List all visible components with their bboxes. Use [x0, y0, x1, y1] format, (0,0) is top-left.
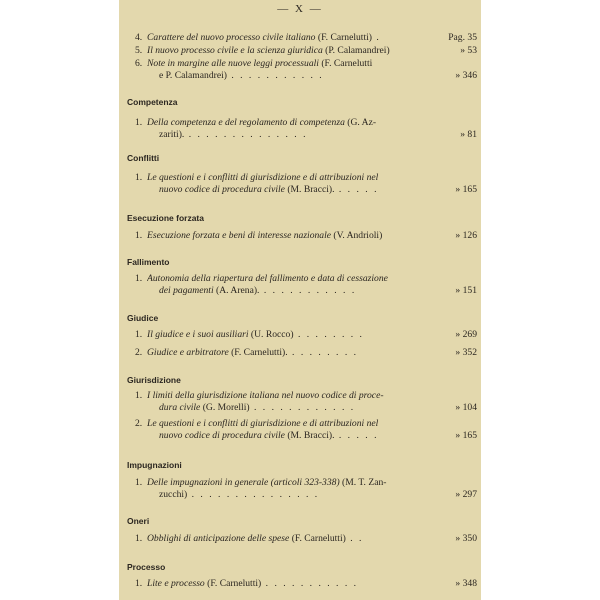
page-number [427, 533, 477, 545]
entry-title: Note in margine alle nuove leggi processuali [147, 58, 319, 69]
entry-number: 1. [135, 117, 143, 128]
dot-leader: . . . . . . . . [293, 329, 364, 340]
page-value: 165 [462, 184, 477, 195]
page-prefix: » [455, 347, 461, 358]
page-value: 126 [462, 230, 477, 241]
page-prefix: » [455, 430, 461, 441]
entry-author: (P. Calamandrei) [322, 45, 390, 56]
entry-author: (A. Arena). [213, 285, 260, 296]
page-number [427, 129, 477, 141]
entry-author: (F. Carnelutti) [315, 32, 373, 43]
entry-number: 1. [135, 578, 143, 589]
entry-line [147, 285, 427, 297]
entry-line [147, 533, 427, 545]
section-heading: Competenza [127, 97, 178, 107]
entry-title: Autonomia della riapertura del fallimento e data di cessazione [147, 273, 388, 284]
entry-line [147, 390, 427, 402]
page-prefix: » [455, 578, 461, 589]
page-prefix: » [455, 70, 461, 81]
entry-number: 1. [135, 329, 143, 340]
page-value: 35 [467, 32, 477, 43]
page-prefix: Pag. [448, 32, 465, 43]
page-value: 53 [467, 45, 477, 56]
page-number [427, 230, 477, 242]
entry-text [147, 578, 427, 590]
entry-title: Della competenza e del regolamento di competenza [147, 117, 345, 128]
section-heading: Giurisdizione [127, 375, 181, 385]
page-value: 297 [462, 489, 477, 500]
entry-line [147, 347, 427, 359]
entry-number: 6. [135, 58, 143, 69]
page-number [427, 285, 477, 297]
entry-line [147, 172, 427, 184]
entry-title: nuovo codice di procedura civile [159, 430, 285, 441]
entry-text [147, 58, 427, 82]
entry-text [147, 329, 427, 341]
page-value: 350 [462, 533, 477, 544]
page-value: 81 [467, 129, 477, 140]
entry-line [147, 70, 427, 82]
entry-title: nuovo codice di procedura civile [159, 184, 285, 195]
section-heading: Fallimento [127, 257, 170, 267]
entry-title: Il giudice e i suoi ausiliari [147, 329, 249, 340]
entry-author: (G. Az- [344, 117, 377, 128]
dot-leader: . . [345, 533, 364, 544]
entry-title: Il nuovo processo civile e la scienza giuridica [147, 45, 323, 56]
entry-author: (M. T. Zan- [339, 477, 387, 488]
section-heading: Esecuzione forzata [127, 213, 204, 223]
entry-author: (G. Morelli) [200, 402, 250, 413]
entry-line [147, 430, 427, 442]
page-prefix: » [455, 402, 461, 413]
entry-title: Giudice e arbitratore [147, 347, 229, 358]
page-number [427, 489, 477, 501]
entry-title: Carattere del nuovo processo civile italiano [147, 32, 316, 43]
entry-title: I limiti della giurisdizione italiana nel nuovo codice di proce- [147, 390, 384, 401]
entry-author: (F. Carnelutti) [204, 578, 262, 589]
entry-title: Le questioni e i conflitti di giurisdizione e di attribuzioni nel [147, 418, 379, 429]
dot-leader: . . . . . . . . . . . . . . [184, 129, 308, 140]
entry-text [147, 32, 427, 44]
entry-number: 1. [135, 533, 143, 544]
page-number [427, 430, 477, 442]
entry-author: (F. Carnelutti [318, 58, 373, 69]
entry-title: Le questioni e i conflitti di giurisdizione e di attribuzioni nel [147, 172, 379, 183]
entry-line [147, 129, 427, 141]
entry-author: (V. Andrioli) [331, 230, 383, 241]
entry-text [147, 172, 427, 196]
entry-line [147, 477, 427, 489]
page-number [427, 45, 477, 57]
entry-title: dei pagamenti [159, 285, 214, 296]
dot-leader: . . . . . . . . [287, 347, 359, 358]
page-prefix: » [460, 45, 465, 56]
entry-number: 5. [135, 45, 143, 56]
entry-number: 4. [135, 32, 143, 43]
page-value: 104 [462, 402, 477, 413]
entry-number: 2. [135, 347, 143, 358]
section-heading: Impugnazioni [127, 460, 182, 470]
page-value: 352 [462, 347, 477, 358]
page-header: — X — [277, 3, 323, 15]
page-number [427, 402, 477, 414]
page-number [427, 329, 477, 341]
entry-text [147, 230, 427, 242]
entry-line [147, 418, 427, 430]
entry-line [147, 45, 427, 57]
dot-leader: . [372, 32, 381, 43]
entry-author: (M. Bracci). [284, 184, 335, 195]
page-number [427, 70, 477, 82]
entry-line [147, 578, 427, 590]
page-prefix: » [455, 230, 461, 241]
entry-line [147, 329, 427, 341]
section-heading: Processo [127, 562, 166, 572]
page-prefix: » [455, 285, 461, 296]
dot-leader: . . . . . [334, 430, 379, 441]
section-heading: Oneri [127, 516, 150, 526]
entry-line [147, 489, 427, 501]
entry-title: Delle impugnazioni in generale (articoli 323-338) [147, 477, 340, 488]
page-value: 151 [462, 285, 477, 296]
entry-author: zariti). [159, 129, 185, 140]
section-heading: Giudice [127, 313, 159, 323]
entry-line [147, 230, 427, 242]
page-prefix: » [455, 489, 461, 500]
entry-text [147, 477, 427, 501]
section-heading: Conflitti [127, 153, 160, 163]
entry-number: 1. [135, 477, 143, 488]
page-number [427, 184, 477, 196]
page-value: 348 [462, 578, 477, 589]
page-prefix: » [455, 533, 461, 544]
page-value: 346 [462, 70, 477, 81]
dot-leader: . . . . . . . . . . . [261, 578, 359, 589]
entry-number: 1. [135, 172, 143, 183]
dot-leader: . . . . . . . . . . . [226, 70, 324, 81]
page-prefix: » [455, 184, 461, 195]
book-page [119, 0, 481, 600]
dot-leader: . . . . . . . . . . . [259, 285, 357, 296]
entry-text [147, 273, 427, 297]
page-value: 165 [462, 430, 477, 441]
entry-line [147, 402, 427, 414]
entry-line [147, 117, 427, 129]
page-number [427, 32, 477, 44]
dot-leader: . . . . . [334, 184, 379, 195]
entry-title: Lite e processo [147, 578, 205, 589]
entry-text [147, 347, 427, 359]
entry-author: (U. Rocco) [248, 329, 294, 340]
entry-line [147, 184, 427, 196]
entry-number: 1. [135, 273, 143, 284]
entry-author: zucchi) [159, 489, 188, 500]
entry-author: (F. Carnelutti) [289, 533, 346, 544]
entry-title: Esecuzione forzata e beni di interesse nazionale [147, 230, 332, 241]
entry-text [147, 533, 427, 545]
entry-line [147, 273, 427, 285]
page-value: 269 [462, 329, 477, 340]
entry-number: 2. [135, 418, 143, 429]
entry-author: (F. Carnelutti). [228, 347, 288, 358]
entry-title: dura civile [159, 402, 201, 413]
entry-author: e P. Calamandrei) [159, 70, 227, 81]
entry-title: Obblighi di anticipazione delle spese [147, 533, 290, 544]
entry-line [147, 32, 427, 44]
dot-leader: . . . . . . . . . . . . [249, 402, 356, 413]
entry-text [147, 390, 427, 414]
dot-leader: . . . . . . . . . . . . . . . [187, 489, 320, 500]
entry-text [147, 45, 427, 57]
entry-line [147, 58, 427, 70]
page-number [427, 347, 477, 359]
entry-text [147, 117, 427, 141]
entry-author: (M. Bracci). [284, 430, 335, 441]
page-number [427, 578, 477, 590]
page-prefix: » [455, 329, 461, 340]
entry-text [147, 418, 427, 442]
entry-number: 1. [135, 230, 143, 241]
page-prefix: » [460, 129, 465, 140]
entry-number: 1. [135, 390, 143, 401]
